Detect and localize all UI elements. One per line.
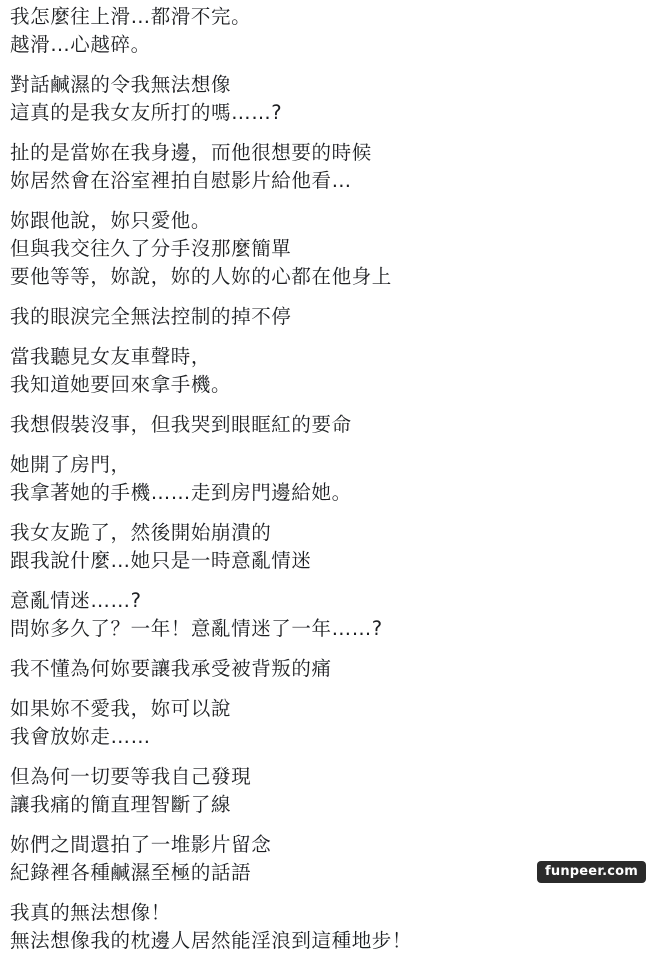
post-line: 問妳多久了？一年！意亂情迷了一年……? <box>10 617 383 640</box>
post-line: 我怎麼往上滑…都滑不完。 <box>10 5 252 28</box>
post-line: 讓我痛的簡直理智斷了線 <box>10 793 232 816</box>
post-line: 我會放妳走…… <box>10 725 151 748</box>
post-line: 我知道她要回來拿手機。 <box>10 373 232 396</box>
watermark-badge: funpeer.com <box>537 861 646 883</box>
post-text <box>10 3 650 967</box>
post-line: 但與我交往久了分手沒那麼簡單 <box>10 237 292 260</box>
post-paragraph <box>10 343 650 399</box>
post-paragraph <box>10 899 650 955</box>
post-line: 妳們之間還拍了一堆影片留念 <box>10 833 272 856</box>
post-line: 我不懂為何妳要讓我承受被背叛的痛 <box>10 657 332 680</box>
post-paragraph <box>10 139 650 195</box>
post-paragraph <box>10 587 650 643</box>
post-paragraph <box>10 451 650 507</box>
post-paragraph <box>10 3 650 59</box>
post-line: 我拿著她的手機……走到房門邊給她。 <box>10 481 352 504</box>
post-line: 但為何一切要等我自己發現 <box>10 765 252 788</box>
post-line: 當我聽見女友車聲時， <box>10 345 212 368</box>
post-paragraph <box>10 207 650 291</box>
post-line: 意亂情迷……? <box>10 589 142 612</box>
post-line: 我女友跪了，然後開始崩潰的 <box>10 521 272 544</box>
post-line: 這真的是我女友所打的嗎……? <box>10 101 283 124</box>
post-line: 如果妳不愛我，妳可以說 <box>10 697 232 720</box>
post-line: 妳跟他說，妳只愛他。 <box>10 209 212 232</box>
post-line: 我的眼淚完全無法控制的掉不停 <box>10 305 292 328</box>
post-paragraph <box>10 519 650 575</box>
post-paragraph <box>10 71 650 127</box>
post-line: 妳居然會在浴室裡拍自慰影片給他看… <box>10 169 352 192</box>
post-line: 我想假裝沒事，但我哭到眼眶紅的要命 <box>10 413 352 436</box>
post-line: 扯的是當妳在我身邊，而他很想要的時候 <box>10 141 372 164</box>
post-line: 對話鹹濕的令我無法想像 <box>10 73 232 96</box>
post-line: 越滑…心越碎。 <box>10 33 151 56</box>
post-line: 紀錄裡各種鹹濕至極的話語 <box>10 861 252 884</box>
post-paragraph <box>10 411 650 439</box>
post-paragraph <box>10 763 650 819</box>
post-line: 她開了房門， <box>10 453 131 476</box>
post-paragraph <box>10 303 650 331</box>
post-paragraph <box>10 695 650 751</box>
post-line: 無法想像我的枕邊人居然能淫浪到這種地步！ <box>10 929 413 952</box>
post-line: 我真的無法想像！ <box>10 901 171 924</box>
post-line: 跟我說什麼…她只是一時意亂情迷 <box>10 549 312 572</box>
post-paragraph <box>10 655 650 683</box>
post-line: 要他等等，妳說，妳的人妳的心都在他身上 <box>10 265 392 288</box>
